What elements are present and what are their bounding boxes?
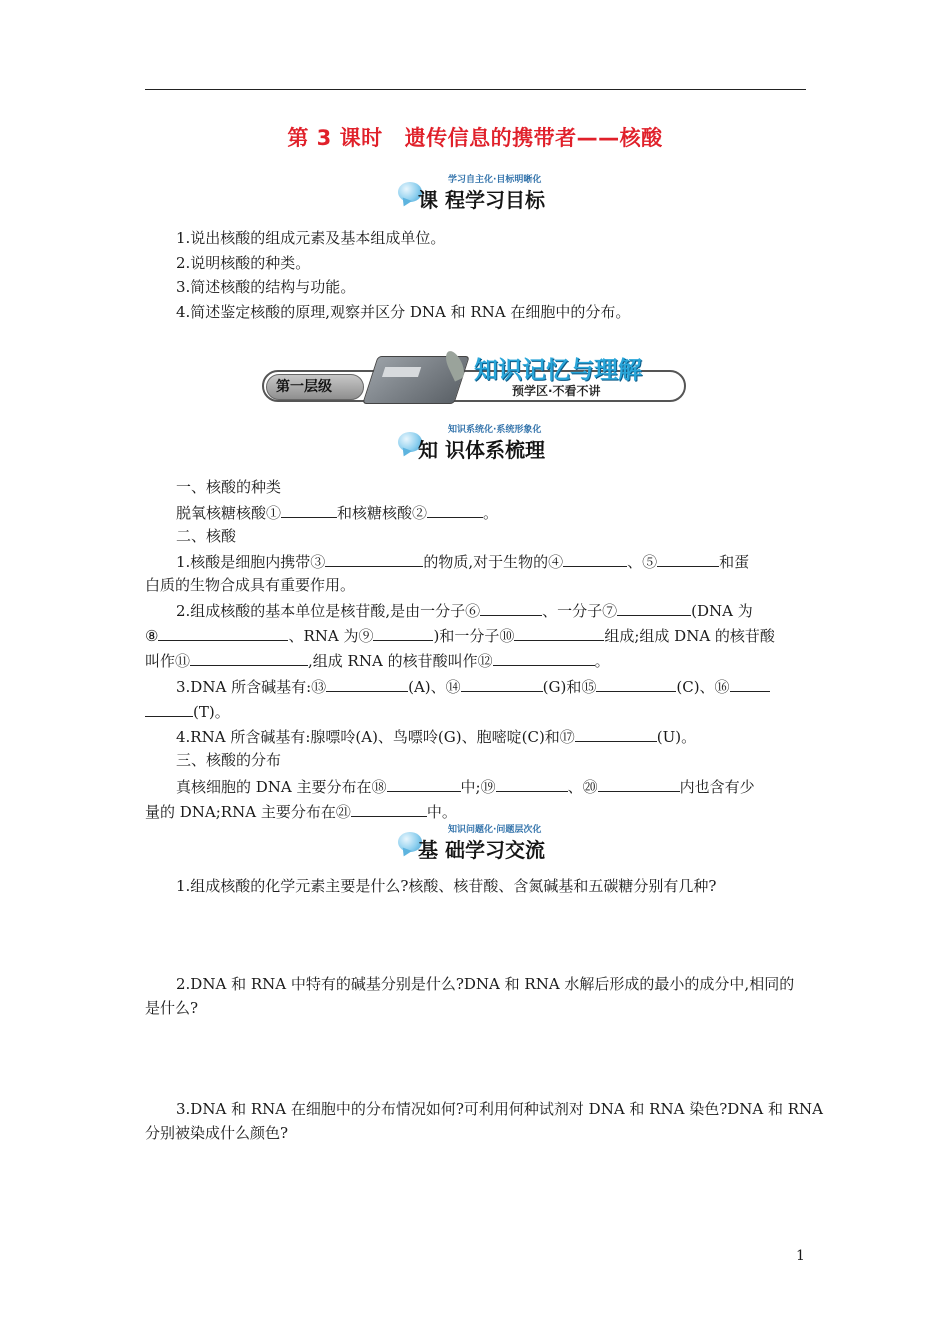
basic-banner: [398, 822, 568, 868]
text: (T)。: [193, 703, 230, 721]
goal-item: 3.简述核酸的结构与功能。: [176, 278, 356, 296]
answer-blank[interactable]: [514, 624, 604, 641]
fill-line: [176, 775, 755, 797]
page-title: [0, 122, 950, 152]
text: 组成;组成 DNA 的核苷酸: [604, 627, 775, 645]
answer-blank[interactable]: [373, 624, 433, 641]
fill-line: [176, 675, 770, 697]
fill-line: [145, 649, 610, 671]
section-heading: 一、核酸的种类: [176, 478, 282, 496]
fill-line: [176, 725, 696, 747]
question-text: 是什么?: [145, 999, 199, 1017]
question-text: 1.组成核酸的化学元素主要是什么?核酸、核苷酸、含氮碱基和五碳糖分别有几种?: [176, 877, 717, 895]
answer-blank[interactable]: [617, 599, 691, 616]
section-heading: 三、核酸的分布: [176, 751, 282, 769]
text: 内也含有少: [679, 778, 755, 796]
system-banner-tagline: 知识系统化·系统形象化: [448, 425, 542, 435]
answer-blank[interactable]: [496, 775, 568, 792]
text: 4.RNA 所含碱基有:腺嘌呤(A)、鸟嘌呤(G)、胞嘧啶(C)和⑰: [176, 728, 575, 746]
text: (G)和⑮: [542, 678, 597, 696]
system-banner: [398, 422, 568, 468]
answer-blank[interactable]: [326, 675, 408, 692]
goals-banner-title: 课 程学习目标: [418, 188, 545, 212]
text: 2.组成核酸的基本单位是核苷酸,是由一分子⑥: [176, 602, 481, 620]
text: (A)、⑭: [408, 678, 461, 696]
text: 中。: [426, 803, 457, 821]
answer-blank[interactable]: [190, 649, 308, 666]
answer-blank[interactable]: [387, 775, 461, 792]
text: 的物质,对于生物的④: [423, 553, 564, 571]
level-banner-subtitle: 预学区·不看不讲: [512, 384, 601, 398]
level-label: 第一层级: [276, 379, 332, 395]
text: 和蛋: [719, 553, 750, 571]
level-banner-title: 知识记忆与理解: [474, 356, 642, 384]
answer-blank[interactable]: [281, 501, 337, 518]
question-text: 2.DNA 和 RNA 中特有的碱基分别是什么?DNA 和 RNA 水解后形成的最小的成分中,相同的: [176, 975, 795, 993]
text: 1.核酸是细胞内携带③: [176, 553, 326, 571]
answer-blank[interactable]: [145, 700, 193, 717]
fill-line: [176, 599, 753, 621]
answer-blank[interactable]: [158, 624, 288, 641]
answer-blank[interactable]: [351, 800, 427, 817]
text: (U)。: [656, 728, 697, 746]
answer-blank[interactable]: [596, 675, 676, 692]
text: 真核细胞的 DNA 主要分布在⑱: [176, 778, 387, 796]
text: 脱氧核糖核酸①: [176, 504, 282, 522]
basic-banner-tagline: 知识问题化·问题层次化: [448, 825, 542, 835]
answer-blank[interactable]: [493, 649, 595, 666]
text: 、⑳: [567, 778, 598, 796]
fill-line: [145, 800, 457, 822]
answer-blank[interactable]: [598, 775, 680, 792]
text: 。: [483, 504, 499, 522]
goal-item: 1.说出核酸的组成元素及基本组成单位。: [176, 229, 446, 247]
header-rule: [145, 89, 806, 90]
text: (DNA 为: [691, 602, 753, 620]
text: 量的 DNA;RNA 主要分布在㉑: [145, 803, 351, 821]
text: (C)、⑯: [676, 678, 730, 696]
text: 中;⑲: [460, 778, 496, 796]
text: 3.DNA 所含碱基有:⑬: [176, 678, 327, 696]
page-number: 1: [796, 1248, 805, 1264]
fill-line: [145, 624, 775, 646]
goals-banner-tagline: 学习自主化·目标明晰化: [448, 175, 542, 185]
answer-blank[interactable]: [480, 599, 542, 616]
answer-blank[interactable]: [427, 501, 483, 518]
text: 、RNA 为⑨: [288, 627, 374, 645]
fill-line: [176, 501, 498, 523]
answer-blank[interactable]: [563, 550, 627, 567]
fill-line: 白质的生物合成具有重要作用。: [145, 576, 356, 594]
text: ,组成 RNA 的核苷酸叫作⑫: [308, 652, 493, 670]
answer-blank[interactable]: [575, 725, 657, 742]
title-topic: 遗传信息的携带者——核酸: [404, 126, 663, 150]
text: )和一分子⑩: [433, 627, 515, 645]
question-text: 3.DNA 和 RNA 在细胞中的分布情况如何?可利用何种试剂对 DNA 和 RNA 染色?DNA 和 RNA: [176, 1100, 824, 1118]
level-banner: [262, 356, 686, 412]
section-heading: 二、核酸: [176, 527, 237, 545]
answer-blank[interactable]: [730, 675, 770, 692]
text: 叫作⑪: [145, 652, 191, 670]
goal-item: 2.说明核酸的种类。: [176, 254, 311, 272]
fill-line: [145, 700, 230, 722]
goal-item: 4.简述鉴定核酸的原理,观察并区分 DNA 和 RNA 在细胞中的分布。: [176, 303, 631, 321]
system-banner-title: 知 识体系梳理: [418, 438, 545, 462]
answer-blank[interactable]: [461, 675, 543, 692]
text: 、一分子⑦: [542, 602, 618, 620]
title-lesson: 第 3 课时: [287, 126, 383, 150]
goals-banner: [398, 172, 568, 218]
answer-blank[interactable]: [325, 550, 423, 567]
text: 。: [594, 652, 610, 670]
text: ⑧: [145, 627, 159, 645]
text: 和核糖核酸②: [337, 504, 428, 522]
answer-blank[interactable]: [657, 550, 719, 567]
fill-line: [176, 550, 749, 572]
question-text: 分别被染成什么颜色?: [145, 1124, 289, 1142]
text: 、⑤: [627, 553, 658, 571]
basic-banner-title: 基 础学习交流: [418, 838, 545, 862]
